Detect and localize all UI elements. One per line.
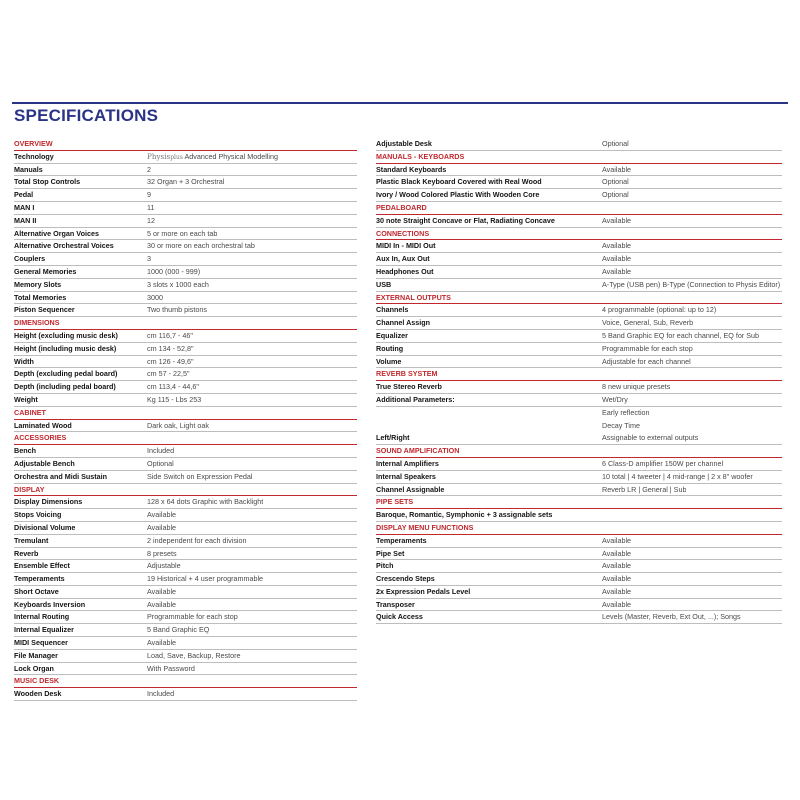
spec-value <box>147 202 154 214</box>
spec-label: Volume <box>376 356 402 366</box>
spec-label: 30 note Straight Concave or Flat, Radiating Concave <box>376 215 555 225</box>
spec-value <box>147 663 195 675</box>
spec-label <box>376 407 602 420</box>
spec-label <box>376 420 602 433</box>
spec-row <box>14 164 357 177</box>
spec-row <box>376 535 782 548</box>
spec-row <box>14 343 357 356</box>
spec-value-text: 3 slots x 1000 each <box>147 279 209 289</box>
spec-row <box>376 599 782 612</box>
spec-value <box>147 637 176 649</box>
spec-value <box>602 420 640 433</box>
spec-row <box>376 266 782 279</box>
spec-row <box>14 394 357 407</box>
spec-row <box>14 548 357 561</box>
spec-label: Laminated Wood <box>14 420 72 430</box>
spec-value <box>147 548 177 560</box>
spec-value <box>602 432 698 444</box>
spec-value <box>147 343 194 355</box>
spec-label: Reverb <box>14 548 39 558</box>
spec-value <box>147 356 194 368</box>
brand-name: Physis <box>147 151 171 161</box>
spec-row <box>14 215 357 228</box>
physis-logo <box>147 152 183 161</box>
spec-value <box>147 164 151 176</box>
spec-label: Transposer <box>376 599 415 609</box>
spec-label: Total Stop Controls <box>14 177 81 187</box>
spec-row <box>376 394 782 407</box>
spec-row <box>376 253 782 266</box>
spec-value <box>602 611 741 623</box>
spec-label: Display Dimensions <box>14 497 83 507</box>
spec-label: Orchestra and Midi Sustain <box>14 471 108 481</box>
spec-row <box>376 484 782 497</box>
spec-label: Internal Amplifiers <box>376 458 439 468</box>
spec-label: Depth (including pedal board) <box>14 382 116 392</box>
spec-value <box>602 573 631 585</box>
spec-label: MIDI Sequencer <box>14 638 68 648</box>
spec-row <box>14 445 357 458</box>
spec-value-text: Early reflection <box>602 407 650 417</box>
spec-value <box>602 548 631 560</box>
spec-value-text: cm 113,4 - 44,6" <box>147 382 199 392</box>
spec-row <box>376 176 782 189</box>
spec-label: Keyboards Inversion <box>14 599 86 609</box>
spec-value-text: A-Type (USB pen) B-Type (Connection to Physis Editor) <box>602 279 781 289</box>
spec-value-text: 11 <box>147 202 155 212</box>
section-header-dimensions: DIMENSIONS <box>14 317 357 330</box>
spec-value-text: Included <box>147 446 175 456</box>
section-header-pedalboard: PEDALBOARD <box>376 202 782 215</box>
spec-row <box>376 317 782 330</box>
spec-value-text: Programmable for each stop <box>147 612 238 622</box>
spec-value <box>147 151 278 163</box>
spec-value-text: Levels (Master, Reverb, Ext Out, ...); Songs <box>602 612 741 622</box>
spec-value <box>602 484 686 496</box>
spec-label: USB <box>376 279 392 289</box>
spec-value <box>147 228 217 240</box>
spec-row <box>14 586 357 599</box>
spec-value-text: Optional <box>147 458 174 468</box>
spec-value-text: With Password <box>147 663 195 673</box>
spec-label: Headphones Out <box>376 266 434 276</box>
spec-value <box>602 176 629 188</box>
spec-label: Width <box>14 356 34 366</box>
spec-value <box>602 330 759 342</box>
spec-label: Alternative Organ Voices <box>14 228 99 238</box>
spec-label: Internal Equalizer <box>14 625 74 635</box>
spec-value <box>147 586 176 598</box>
spec-row <box>14 381 357 394</box>
spec-row <box>14 624 357 637</box>
spec-row <box>14 650 357 663</box>
spec-value <box>147 560 181 572</box>
spec-label: Equalizer <box>376 330 408 340</box>
spec-value-text: 12 <box>147 215 155 225</box>
spec-value-text: 10 total | 4 tweeter | 4 mid-range | 2 x 8" woofer <box>602 471 753 481</box>
spec-row <box>14 611 357 624</box>
spec-value-text: 19 Historical + 4 user programmable <box>147 574 264 584</box>
spec-value <box>147 368 190 380</box>
spec-value <box>602 599 631 611</box>
spec-label: Channel Assign <box>376 318 431 328</box>
spec-row <box>376 458 782 471</box>
spec-value-text: Available <box>147 522 177 532</box>
page-title: SPECIFICATIONS <box>14 106 159 125</box>
spec-label: Aux In, Aux Out <box>376 254 430 264</box>
spec-value-text: 8 presets <box>147 548 177 558</box>
spec-label: Plastic Black Keyboard Covered with Real Wood <box>376 177 542 187</box>
spec-value <box>147 266 200 278</box>
spec-value <box>602 343 693 355</box>
spec-value-text: Available <box>602 586 632 596</box>
spec-label: Couplers <box>14 254 46 264</box>
spec-row <box>376 432 782 445</box>
spec-value-text: Two thumb pistons <box>147 305 207 315</box>
spec-value-text: 128 x 64 dots Graphic with Backlight <box>147 497 264 507</box>
spec-value <box>147 304 207 316</box>
section-header-connections: CONNECTIONS <box>376 228 782 241</box>
spec-value-text: 5 or more on each tab <box>147 228 218 238</box>
spec-value <box>602 240 631 252</box>
spec-value <box>147 650 241 662</box>
spec-value <box>602 266 631 278</box>
spec-label: Pedal <box>14 190 34 200</box>
spec-value <box>602 215 631 227</box>
spec-value-text: 1000 (000 - 999) <box>147 266 201 276</box>
spec-value <box>147 279 209 291</box>
spec-value-text: 32 Organ + 3 Orchestral <box>147 177 225 187</box>
spec-value-text: 2 <box>147 164 151 174</box>
spec-value-text: Available <box>602 599 632 609</box>
spec-value <box>602 189 629 201</box>
spec-row <box>14 266 357 279</box>
spec-label: Technology <box>14 151 54 161</box>
right-column <box>376 138 782 624</box>
spec-value-text: Wet/Dry <box>602 394 628 404</box>
spec-row <box>14 279 357 292</box>
spec-row <box>376 586 782 599</box>
spec-row <box>14 292 357 305</box>
spec-value <box>602 458 723 470</box>
spec-value-text: Decay Time <box>602 420 640 430</box>
spec-value <box>147 176 224 188</box>
spec-row <box>376 356 782 369</box>
spec-row <box>14 522 357 535</box>
spec-value-text: Load, Save, Backup, Restore <box>147 650 241 660</box>
top-rule <box>12 102 788 104</box>
spec-value <box>147 240 255 252</box>
spec-value <box>147 420 209 432</box>
spec-value-text: 8 new unique presets <box>602 382 671 392</box>
spec-value <box>147 445 174 457</box>
spec-value <box>147 394 201 406</box>
spec-label: Channels <box>376 305 409 315</box>
spec-label: Internal Speakers <box>376 471 436 481</box>
spec-value-text: Optional <box>602 177 629 187</box>
spec-value <box>602 138 629 150</box>
spec-value-text: cm 134 - 52,8" <box>147 343 194 353</box>
spec-value <box>602 586 631 598</box>
spec-value-text: Optional <box>602 139 629 148</box>
spec-label: Temperaments <box>376 535 427 545</box>
spec-value <box>602 381 670 393</box>
spec-value-text: Assignable to external outputs <box>602 433 699 443</box>
spec-value-text: Available <box>602 266 632 276</box>
spec-value-text: 6 Class-D amplifier 150W per channel <box>602 458 724 468</box>
spec-value-text: Available <box>147 638 177 648</box>
spec-label: General Memories <box>14 266 77 276</box>
spec-row <box>376 164 782 177</box>
spec-value <box>602 535 631 547</box>
section-header-overview: OVERVIEW <box>14 138 357 151</box>
spec-value-text: 2 independent for each division <box>147 535 247 545</box>
spec-value-text: Available <box>602 241 632 251</box>
spec-label: Wooden Desk <box>14 689 62 699</box>
spec-value-text: Reverb LR | General | Sub <box>602 484 687 494</box>
spec-row <box>376 611 782 624</box>
spec-row <box>376 381 782 394</box>
spec-row <box>376 343 782 356</box>
spec-row <box>376 420 782 433</box>
spec-label: Lock Organ <box>14 663 54 673</box>
spec-label: Total Memories <box>14 292 67 302</box>
spec-value-text: Available <box>602 254 632 264</box>
spec-value <box>147 573 263 585</box>
spec-label: Height (excluding music desk) <box>14 330 118 340</box>
spec-label: Piston Sequencer <box>14 305 75 315</box>
spec-value-text: Available <box>602 164 632 174</box>
spec-value-text: cm 57 - 22,5" <box>147 369 190 379</box>
spec-label: Left/Right <box>376 433 410 443</box>
spec-value <box>602 560 631 572</box>
spec-row <box>14 189 357 202</box>
spec-row <box>14 253 357 266</box>
spec-value-text: Available <box>602 548 632 558</box>
spec-value <box>147 292 163 304</box>
spec-row <box>14 151 357 164</box>
spec-label: Stops Voicing <box>14 510 62 520</box>
spec-label: True Stereo Reverb <box>376 382 442 392</box>
spec-label: Depth (excluding pedal board) <box>14 369 118 379</box>
spec-value <box>147 599 176 611</box>
spec-value-text: Available <box>147 510 177 520</box>
spec-value-text: 5 Band Graphic EQ <box>147 625 210 635</box>
spec-value <box>602 356 691 368</box>
spec-value-text: 3 <box>147 254 151 264</box>
spec-value <box>602 304 716 316</box>
spec-value-text: 3000 <box>147 292 163 302</box>
spec-value-text: Available <box>602 561 632 571</box>
section-header-display-menu-functions: DISPLAY MENU FUNCTIONS <box>376 522 782 535</box>
spec-row <box>14 176 357 189</box>
spec-label: 2x Expression Pedals Level <box>376 586 471 596</box>
spec-row <box>376 471 782 484</box>
spec-row <box>14 599 357 612</box>
spec-value <box>602 407 650 420</box>
spec-label: MIDI In - MIDI Out <box>376 241 436 251</box>
spec-row <box>376 560 782 573</box>
spec-row <box>14 304 357 317</box>
spec-value <box>147 535 247 547</box>
section-header-cabinet: CABINET <box>14 407 357 420</box>
spec-row <box>376 304 782 317</box>
spec-label: Baroque, Romantic, Symphonic + 3 assignable sets <box>376 510 553 520</box>
spec-row <box>14 496 357 509</box>
spec-value <box>147 509 176 521</box>
spec-value <box>147 215 155 227</box>
spec-label: Weight <box>14 394 38 404</box>
section-header-external-outputs: EXTERNAL OUTPUTS <box>376 292 782 305</box>
spec-label: Pipe Set <box>376 548 405 558</box>
spec-value <box>147 471 252 483</box>
spec-row <box>376 215 782 228</box>
spec-label: MAN II <box>14 215 37 225</box>
spec-row <box>376 279 782 292</box>
spec-value-text: 4 programmable (optional: up to 12) <box>602 305 717 315</box>
spec-label: Quick Access <box>376 612 423 622</box>
spec-label: Tremulant <box>14 535 49 545</box>
spec-label: Channel Assignable <box>376 484 445 494</box>
spec-value-text: Available <box>602 574 632 584</box>
spec-label: Adjustable Bench <box>14 458 75 468</box>
spec-label: File Manager <box>14 650 58 660</box>
spec-row <box>14 573 357 586</box>
spec-value-text: Advanced Physical Modelling <box>182 151 278 161</box>
spec-label: Additional Parameters: <box>376 394 455 404</box>
spec-value-text: Side Switch on Expression Pedal <box>147 471 253 481</box>
spec-row <box>376 407 782 420</box>
spec-row <box>376 573 782 586</box>
spec-row <box>14 458 357 471</box>
spec-value-text: Optional <box>602 190 629 200</box>
spec-value-text: Included <box>147 689 175 699</box>
section-header-pipe-sets: PIPE SETS <box>376 496 782 509</box>
spec-value <box>602 279 780 291</box>
spec-label: Manuals <box>14 164 43 174</box>
spec-label: Ivory / Wood Colored Plastic With Wooden Core <box>376 190 540 200</box>
spec-row <box>14 509 357 522</box>
spec-value <box>602 394 628 406</box>
spec-value <box>147 611 238 623</box>
spec-row <box>376 138 782 151</box>
spec-row <box>14 560 357 573</box>
spec-value-text: 30 or more on each orchestral tab <box>147 241 255 251</box>
spec-row <box>14 330 357 343</box>
spec-value-text: cm 116,7 - 46" <box>147 330 193 340</box>
spec-row <box>14 663 357 676</box>
spec-row <box>14 471 357 484</box>
spec-value <box>602 164 631 176</box>
spec-value-text: Available <box>602 215 632 225</box>
spec-label: Height (including music desk) <box>14 343 117 353</box>
spec-value <box>147 330 193 342</box>
spec-row <box>14 356 357 369</box>
spec-row <box>14 228 357 241</box>
spec-value <box>147 624 209 636</box>
spec-label: Temperaments <box>14 574 65 584</box>
spec-label: Crescendo Steps <box>376 574 435 584</box>
spec-value-text: Adjustable for each channel <box>602 356 691 366</box>
spec-label: Alternative Orchestral Voices <box>14 241 114 251</box>
spec-row <box>14 535 357 548</box>
section-header-music-desk: MUSIC DESK <box>14 675 357 688</box>
spec-value-text: Dark oak, Light oak <box>147 420 209 430</box>
spec-value <box>147 688 174 700</box>
spec-value <box>147 381 199 393</box>
spec-row <box>376 548 782 561</box>
section-header-display: DISPLAY <box>14 484 357 497</box>
spec-label: Memory Slots <box>14 279 62 289</box>
spec-value <box>147 253 151 265</box>
spec-value <box>602 317 693 329</box>
left-column <box>14 138 357 701</box>
spec-row <box>376 330 782 343</box>
section-header-sound-amplification: SOUND AMPLIFICATION <box>376 445 782 458</box>
spec-value-text: Available <box>147 586 177 596</box>
spec-value-text: Available <box>602 535 632 545</box>
spec-label: MAN I <box>14 202 35 212</box>
spec-label: Internal Routing <box>14 612 70 622</box>
spec-value-text: Kg 115 - Lbs 253 <box>147 394 202 404</box>
spec-row <box>14 368 357 381</box>
spec-row <box>376 240 782 253</box>
spec-value <box>147 189 151 201</box>
spec-value <box>147 458 174 470</box>
spec-label: Adjustable Desk <box>376 139 432 148</box>
spec-value-text: Programmable for each stop <box>602 343 693 353</box>
spec-label: Bench <box>14 446 36 456</box>
spec-row <box>14 240 357 253</box>
spec-value-text: 5 Band Graphic EQ for each channel, EQ for Sub <box>602 330 760 340</box>
spec-value <box>602 253 631 265</box>
spec-label: Ensemble Effect <box>14 561 70 571</box>
spec-label: Routing <box>376 343 404 353</box>
spec-label: Pitch <box>376 561 394 571</box>
spec-value <box>147 522 176 534</box>
spec-value <box>602 471 753 483</box>
spec-row <box>14 637 357 650</box>
section-header-accessories: ACCESSORIES <box>14 432 357 445</box>
spec-row <box>14 688 357 701</box>
section-header-reverb-system: REVERB SYSTEM <box>376 368 782 381</box>
spec-row <box>14 420 357 433</box>
section-header-manuals-keyboards: MANUALS - KEYBOARDS <box>376 151 782 164</box>
spec-row <box>376 509 782 522</box>
spec-value-text: 9 <box>147 190 151 200</box>
spec-value <box>147 496 263 508</box>
spec-row <box>14 202 357 215</box>
spec-label: Divisional Volume <box>14 522 76 532</box>
spec-value-text: cm 126 - 49,6" <box>147 356 194 366</box>
brand-suffix: plus <box>170 153 183 161</box>
spec-label: Short Octave <box>14 586 59 596</box>
spec-value-text: Voice, General, Sub, Reverb <box>602 318 694 328</box>
spec-value-text: Adjustable <box>147 561 181 571</box>
spec-row <box>376 189 782 202</box>
spec-value-text: Available <box>147 599 177 609</box>
spec-label: Standard Keyboards <box>376 164 447 174</box>
